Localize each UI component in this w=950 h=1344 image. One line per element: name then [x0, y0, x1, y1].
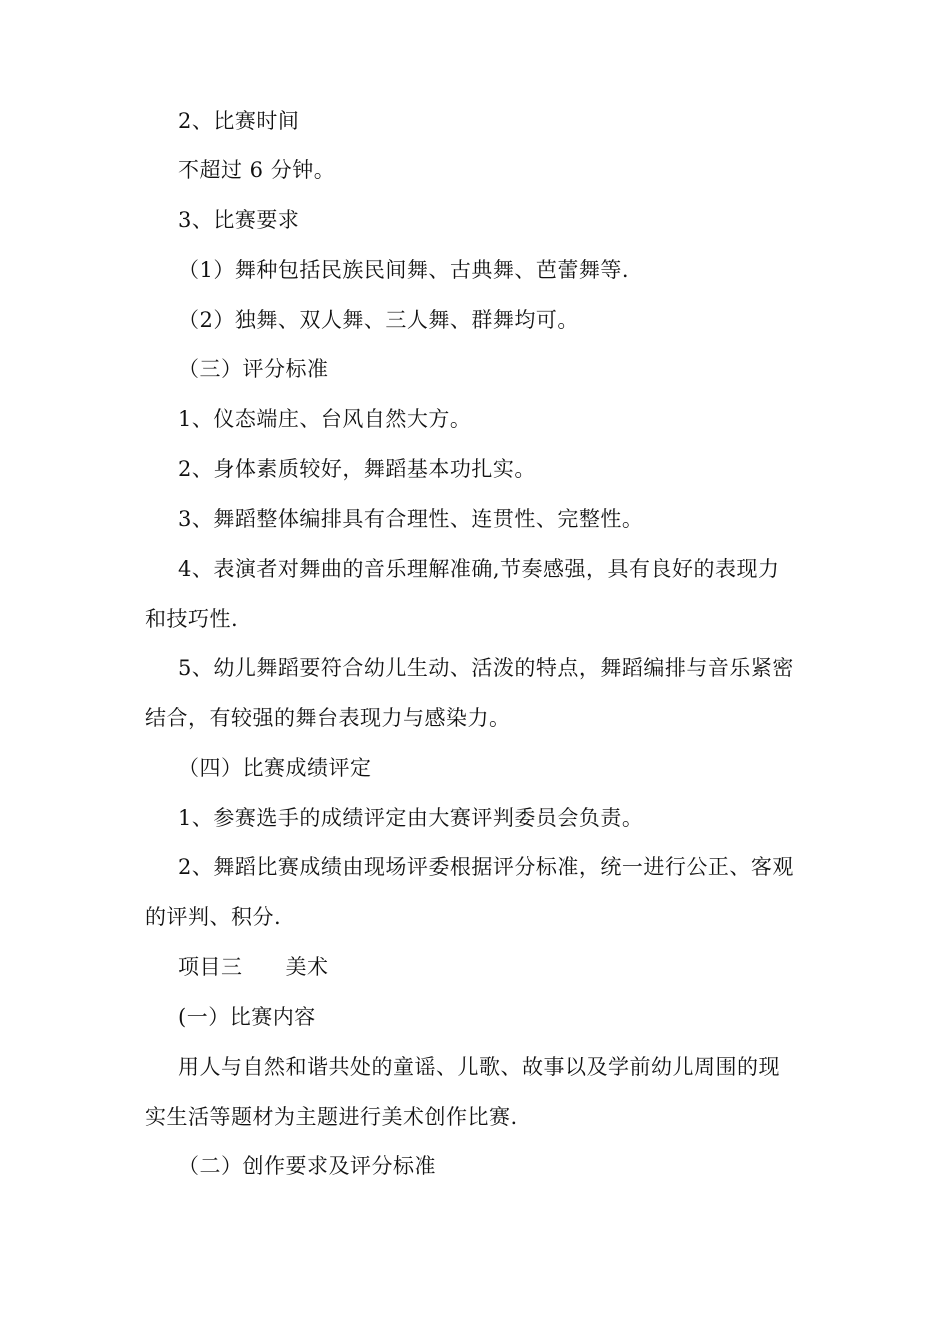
text-line: 3、舞蹈整体编排具有合理性、连贯性、完整性。 [178, 507, 644, 531]
section-heading: (一）比赛内容 [178, 1005, 316, 1029]
text-line: （2）独舞、双人舞、三人舞、群舞均可。 [178, 308, 579, 332]
text-line: 和技巧性. [145, 607, 239, 631]
text-line: 1、参赛选手的成绩评定由大赛评判委员会负责。 [178, 806, 644, 830]
text-line: 不超过 6 分钟。 [178, 158, 336, 182]
text-line: 2、比赛时间 [178, 109, 300, 133]
text-line: 的评判、积分. [145, 905, 282, 929]
text-line: 5、幼儿舞蹈要符合幼儿生动、活泼的特点，舞蹈编排与音乐紧密 [178, 656, 794, 680]
text-line: 2、身体素质较好，舞蹈基本功扎实。 [178, 457, 536, 481]
section-heading: （二）创作要求及评分标准 [178, 1154, 436, 1178]
section-heading: （四）比赛成绩评定 [178, 756, 372, 780]
text-line: 结合，有较强的舞台表现力与感染力。 [145, 706, 511, 730]
text-line: 4、表演者对舞曲的音乐理解准确,节奏感强，具有良好的表现力 [178, 557, 780, 581]
section-heading: （三）评分标准 [178, 357, 329, 381]
text-line: （1）舞种包括民族民间舞、古典舞、芭蕾舞等. [178, 258, 630, 282]
text-line: 实生活等题材为主题进行美术创作比赛. [145, 1105, 518, 1129]
text-line: 2、舞蹈比赛成绩由现场评委根据评分标准，统一进行公正、客观 [178, 855, 794, 879]
text-line: 1、仪态端庄、台风自然大方。 [178, 407, 472, 431]
section-heading: 项目三 美术 [178, 955, 329, 979]
text-line: 3、比赛要求 [178, 208, 300, 232]
text-line: 用人与自然和谐共处的童谣、儿歌、故事以及学前幼儿周围的现 [178, 1055, 780, 1079]
